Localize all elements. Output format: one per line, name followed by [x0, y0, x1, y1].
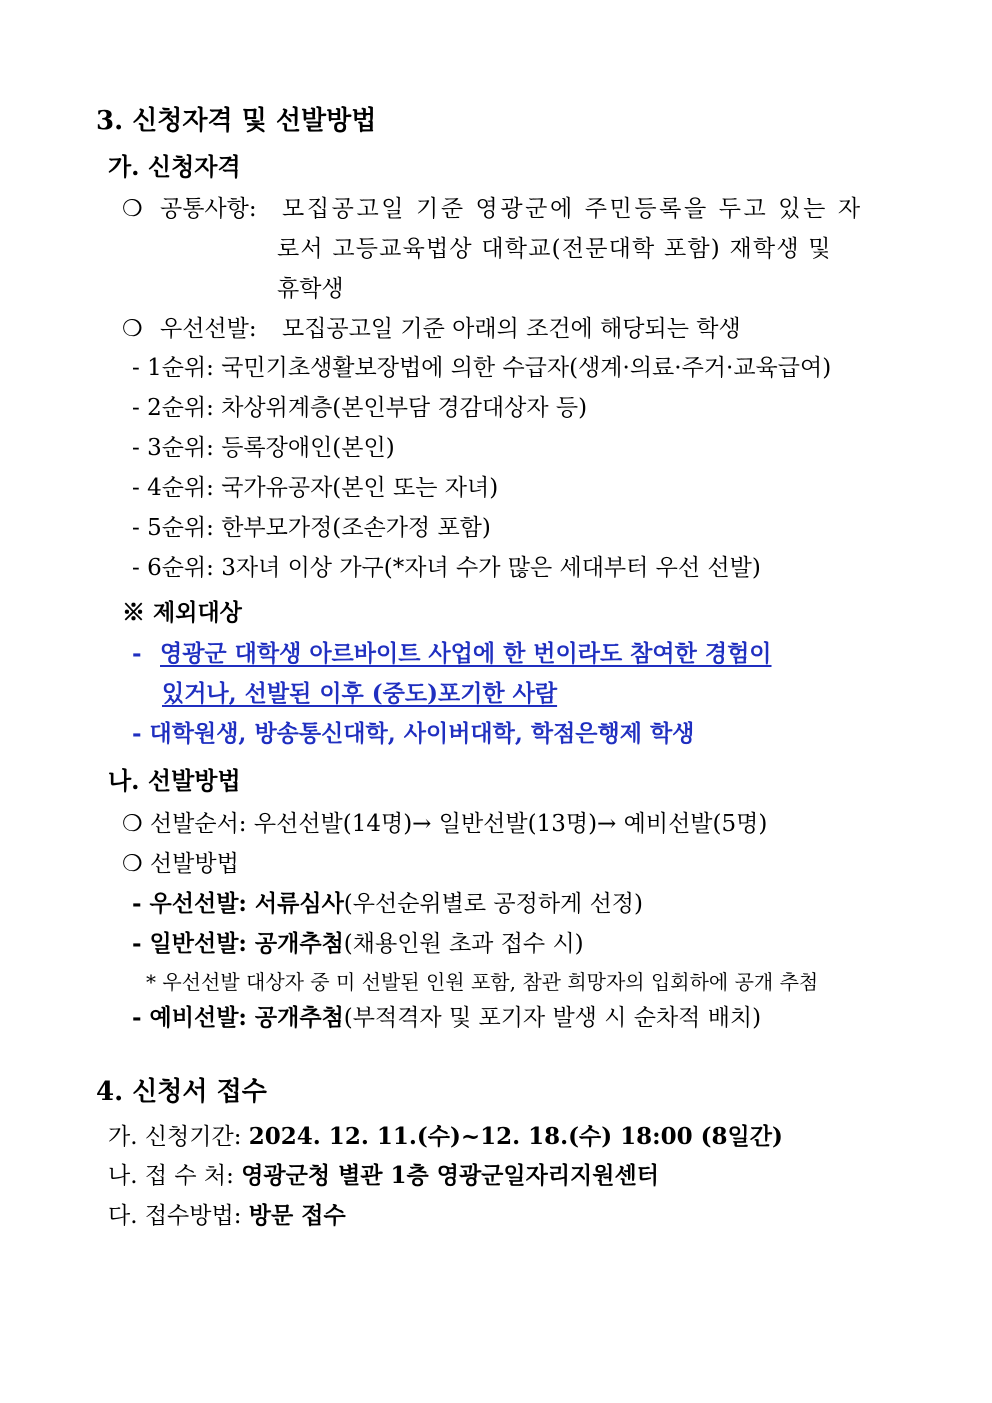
bullet-icon: ❍	[122, 316, 143, 342]
exclusion-item-2: - 대학원생, 방송통신대학, 사이버대학, 학점은행제 학생	[132, 720, 695, 747]
method-priority-rest: (우선순위별로 공정하게 선정)	[343, 891, 643, 917]
exclusion-title: ※ 제외대상	[122, 599, 242, 626]
method-general-rest: (채용인원 초과 접수 시)	[343, 931, 584, 957]
subsection-a-title: 가. 신청자격	[108, 152, 241, 181]
priority-item-6: - 6순위: 3자녀 이상 가구(*자녀 수가 많은 세대부터 우선 선발)	[132, 555, 761, 581]
selection-method-heading: ❍ 선발방법	[122, 851, 239, 877]
section-4-title: 4. 신청서 접수	[96, 1077, 267, 1107]
section-3-title: 3. 신청자격 및 선발방법	[96, 106, 377, 136]
priority-item-2: - 2순위: 차상위계층(본인부담 경감대상자 등)	[132, 395, 588, 421]
method-priority	[132, 889, 643, 919]
method-priority-label: - 우선선발: 서류심사	[132, 890, 344, 917]
common-label: 공통사항:	[160, 196, 257, 222]
period-label: 가. 신청기간:	[108, 1124, 242, 1150]
period-value: 2024. 12. 11.(수)~12. 18.(수) 18:00 (8일간)	[248, 1123, 783, 1150]
priority-text: 모집공고일 기준 아래의 조건에 해당되는 학생	[282, 316, 741, 342]
exclusion-dash: -	[132, 640, 142, 667]
application-method	[108, 1201, 346, 1231]
application-place	[108, 1161, 659, 1191]
method-general	[132, 929, 584, 959]
common-line3: 휴학생	[277, 276, 344, 302]
selection-order: ❍ 선발순서: 우선선발(14명)→ 일반선발(13명)→ 예비선발(5명)	[122, 811, 768, 837]
priority-label: 우선선발:	[160, 316, 257, 342]
method-general-label: - 일반선발: 공개추첨	[132, 930, 344, 957]
common-text-line2	[277, 234, 896, 264]
subsection-b-title: 나. 선발방법	[108, 766, 241, 795]
method-reserve-rest: (부적격자 및 포기자 발생 시 순차적 배치)	[343, 1005, 762, 1031]
place-label: 나. 접 수 처:	[108, 1163, 234, 1189]
common-text-line1	[282, 194, 896, 224]
place-value: 영광군청 별관 1층 영광군일자리지원센터	[241, 1162, 659, 1189]
exclusion-item-1-line2: 있거나, 선발된 이후 (중도)포기한 사람	[162, 680, 558, 707]
method-note: * 우선선발 대상자 중 미 선발된 인원 포함, 참관 희망자의 입회하에 공개 추첨	[146, 970, 819, 994]
bullet-icon: ❍	[122, 196, 143, 222]
common-line2: 로서 고등교육법상 대학교(전문대학 포함) 재학생 및	[277, 236, 832, 262]
method-label: 다. 접수방법:	[108, 1203, 242, 1229]
priority-item-5: - 5순위: 한부모가정(조손가정 포함)	[132, 515, 491, 541]
priority-item-1: - 1순위: 국민기초생활보장법에 의한 수급자(생계·의료·주거·교육급여)	[132, 355, 832, 381]
method-reserve	[132, 1003, 761, 1033]
method-value: 방문 접수	[248, 1202, 346, 1229]
priority-item-3: - 3순위: 등록장애인(본인)	[132, 435, 395, 461]
common-line1: 모집공고일 기준 영광군에 주민등록을 두고 있는 자	[282, 196, 863, 222]
application-period	[108, 1122, 783, 1152]
method-reserve-label: - 예비선발: 공개추첨	[132, 1004, 344, 1031]
priority-item-4: - 4순위: 국가유공자(본인 또는 자녀)	[132, 475, 499, 501]
exclusion-item-1-line1: 영광군 대학생 아르바이트 사업에 한 번이라도 참여한 경험이	[160, 640, 772, 667]
